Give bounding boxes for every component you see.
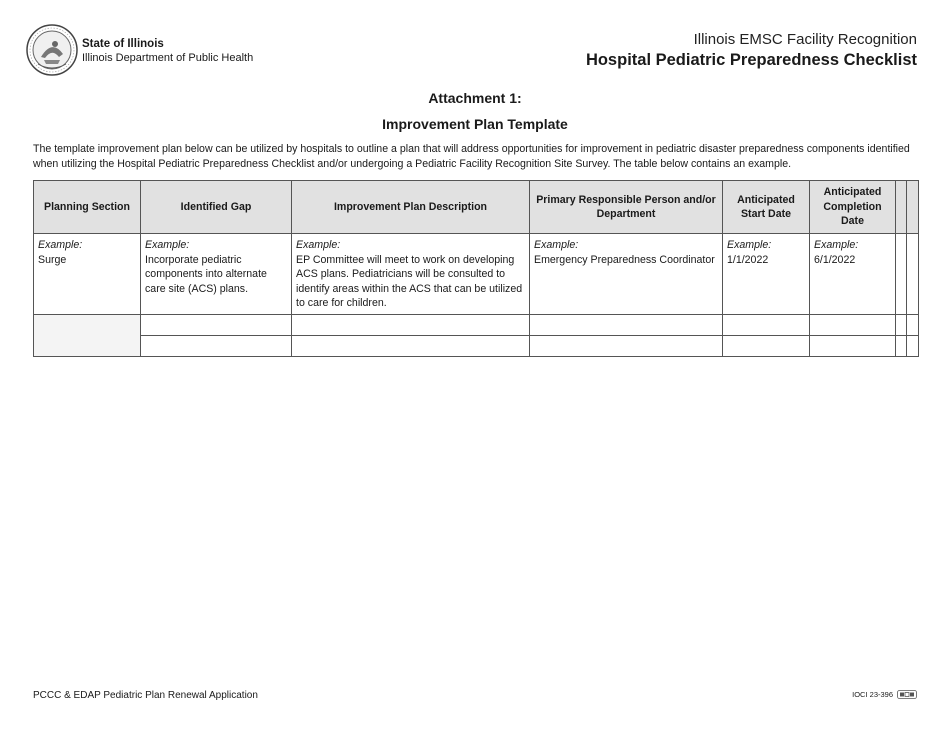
- blank-entry-row: [34, 336, 919, 357]
- attachment-title: Attachment 1:: [428, 90, 522, 106]
- blank-responsible-cell[interactable]: [530, 315, 723, 336]
- printing-logo-icon: [897, 690, 917, 699]
- example-description: EP Committee will meet to work on developing ACS plans. Pediatricians will be consulted to identify areas within the ACS that can be utilized to care for children.: [296, 253, 523, 309]
- example-planning-section-cell: [34, 234, 141, 315]
- dept-name: Illinois Department of Public Health: [82, 52, 254, 64]
- example-identified-gap-cell: [141, 234, 292, 315]
- header-completion-date: Anticipated Completion Date: [810, 181, 896, 234]
- example-responsible-cell: [530, 234, 723, 315]
- header-improvement-plan-description: Improvement Plan Description: [292, 181, 530, 234]
- example-label: Example:: [296, 239, 341, 251]
- document-header: [586, 30, 917, 70]
- example-planning-section: Surge: [38, 253, 67, 266]
- header-responsible-person: Primary Responsible Person and/or Department: [530, 181, 723, 234]
- header-planning-section: Planning Section: [34, 181, 141, 234]
- form-code: IOCI 23-396: [852, 690, 893, 699]
- blank-cell: [907, 234, 919, 315]
- blank-description-cell[interactable]: [292, 315, 530, 336]
- attachment-subtitle: Improvement Plan Template: [382, 116, 568, 132]
- example-start-date: 1/1/2022: [727, 253, 769, 266]
- example-label: Example:: [727, 239, 772, 251]
- blank-cell: [907, 336, 919, 357]
- example-responsible: Emergency Preparedness Coordinator: [534, 253, 715, 266]
- improvement-plan-table: [33, 180, 919, 357]
- blank-cell: [907, 315, 919, 336]
- example-completion-date: 6/1/2022: [814, 253, 856, 266]
- blank-identified-gap-cell[interactable]: [141, 336, 292, 357]
- blank-start-date-cell[interactable]: [723, 315, 810, 336]
- table-header-row: [34, 181, 919, 234]
- header-identified-gap: Identified Gap: [141, 181, 292, 234]
- footer-form-code: [852, 690, 917, 699]
- example-start-date-cell: [723, 234, 810, 315]
- example-description-cell: [292, 234, 530, 315]
- blank-planning-section-cell[interactable]: [34, 315, 141, 357]
- example-label: Example:: [38, 239, 83, 251]
- intro-paragraph: The template improvement plan below can be utilized by hospitals to outline a plan that will address opportunities for improvement in pediatric disaster preparedness components identified when utilizing the Hospital Pediatric Preparedness Checklist and/or undergoing a Pediatric Facility Recognition Site Survey. The table below contains an example.: [33, 143, 910, 170]
- example-completion-date-cell: [810, 234, 896, 315]
- illinois-state-seal-icon: [26, 24, 78, 76]
- blank-start-date-cell[interactable]: [723, 336, 810, 357]
- idph-logo: [26, 24, 258, 78]
- footer-application-name: PCCC & EDAP Pediatric Plan Renewal Application: [33, 690, 258, 701]
- example-identified-gap: Incorporate pediatric components into alternate care site (ACS) plans.: [145, 253, 267, 295]
- blank-cell: [896, 234, 907, 315]
- blank-identified-gap-cell[interactable]: [141, 315, 292, 336]
- blank-entry-row: [34, 315, 919, 336]
- header-blank-column: [896, 181, 907, 234]
- program-title: Illinois EMSC Facility Recognition: [693, 31, 917, 48]
- blank-description-cell[interactable]: [292, 336, 530, 357]
- blank-cell: [896, 336, 907, 357]
- blank-cell: [896, 315, 907, 336]
- org-name: State of Illinois: [82, 38, 164, 50]
- blank-completion-date-cell[interactable]: [810, 315, 896, 336]
- header-blank-column: [907, 181, 919, 234]
- example-label: Example:: [534, 239, 579, 251]
- example-label: Example:: [145, 239, 190, 251]
- example-row: [34, 234, 919, 315]
- blank-responsible-cell[interactable]: [530, 336, 723, 357]
- blank-completion-date-cell[interactable]: [810, 336, 896, 357]
- checklist-title: Hospital Pediatric Preparedness Checklist: [585, 51, 917, 69]
- example-label: Example:: [814, 239, 859, 251]
- header-start-date: Anticipated Start Date: [723, 181, 810, 234]
